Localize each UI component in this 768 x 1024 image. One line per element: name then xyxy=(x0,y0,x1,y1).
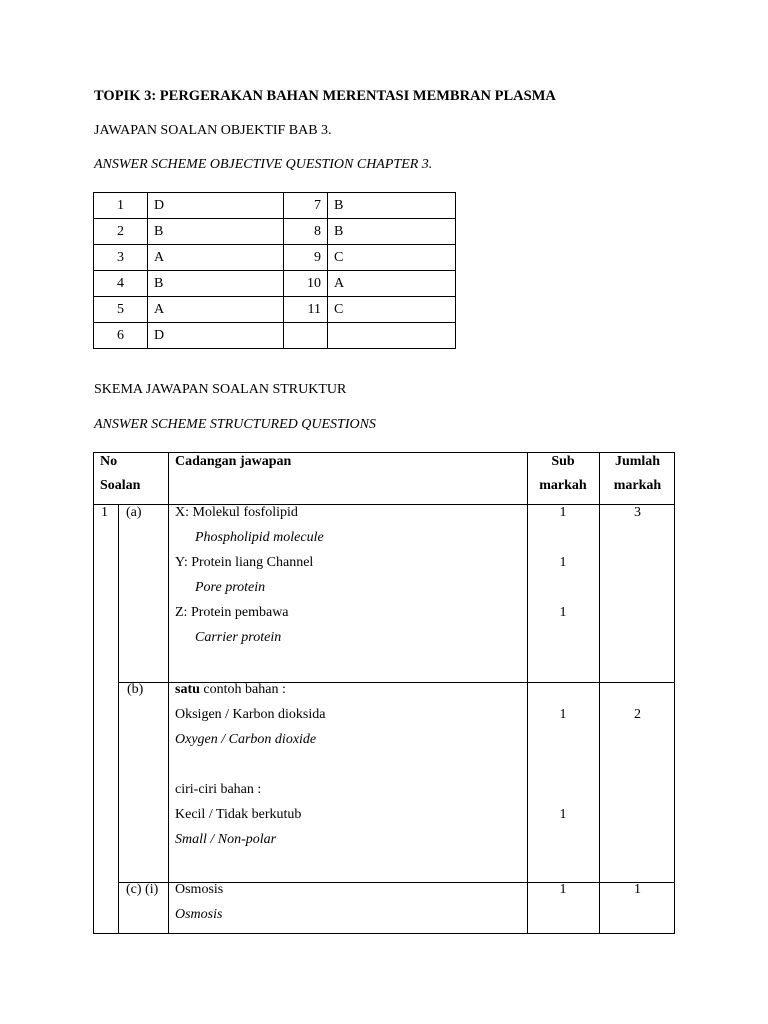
answer-letter: A xyxy=(148,245,284,271)
answer-letter: C xyxy=(328,297,456,323)
answer-c-en: Osmosis xyxy=(175,907,223,922)
answer-letter: B xyxy=(328,219,456,245)
answer-letter: A xyxy=(328,271,456,297)
question-number: 5 xyxy=(94,297,148,323)
objective-row xyxy=(94,297,456,323)
question-number: 1 xyxy=(94,193,148,219)
answer-letter: D xyxy=(148,323,284,349)
col-divider xyxy=(527,453,528,933)
question-number: 2 xyxy=(94,219,148,245)
question-number xyxy=(284,323,328,349)
page-title: TOPIK 3: PERGERAKAN BAHAN MERENTASI MEMBRAN PLASMA xyxy=(94,88,556,104)
answer-feature-en: Small / Non-polar xyxy=(175,832,277,847)
question-number: 1 xyxy=(101,505,108,520)
answer-x-en: Phospholipid molecule xyxy=(195,530,324,545)
answer-letter: B xyxy=(148,271,284,297)
answer-y-ms: Y: Protein liang Channel xyxy=(175,555,314,570)
total-mark: 3 xyxy=(634,505,641,520)
answer-z-en: Carrier protein xyxy=(195,630,282,645)
objective-answer-table xyxy=(93,192,456,349)
sub-mark: 1 xyxy=(559,505,567,520)
answer-letter: A xyxy=(148,297,284,323)
part-label-b: (b) xyxy=(127,682,144,697)
header-soalan: Soalan xyxy=(100,478,141,493)
total-mark: 1 xyxy=(634,882,641,897)
objective-row xyxy=(94,323,456,349)
question-number: 8 xyxy=(284,219,328,245)
answer-letter: C xyxy=(328,245,456,271)
col-divider xyxy=(599,453,600,933)
answer-letter xyxy=(328,323,456,349)
objective-title-ms: JAWAPAN SOALAN OBJEKTIF BAB 3. xyxy=(94,123,332,138)
answer-example-ms: Oksigen / Karbon dioksida xyxy=(175,707,326,722)
answer-letter: D xyxy=(148,193,284,219)
objective-row xyxy=(94,271,456,297)
answer-x-ms: X: Molekul fosfolipid xyxy=(175,505,298,520)
question-number: 9 xyxy=(284,245,328,271)
header-total-markah: markah xyxy=(613,478,662,493)
header-no: No xyxy=(100,454,118,469)
sub-mark: 1 xyxy=(559,605,567,620)
header-sub: Sub xyxy=(551,454,575,469)
answer-letter: B xyxy=(148,219,284,245)
question-number: 6 xyxy=(94,323,148,349)
answer-b-intro-bold: satu xyxy=(175,682,200,697)
structured-title-ms: SKEMA JAWAPAN SOALAN STRUKTUR xyxy=(94,382,347,397)
total-mark: 2 xyxy=(634,707,641,722)
header-total: Jumlah xyxy=(614,454,661,469)
question-number: 4 xyxy=(94,271,148,297)
col-divider xyxy=(118,505,119,933)
sub-mark: 1 xyxy=(559,555,567,570)
question-number: 10 xyxy=(284,271,328,297)
objective-title-en: ANSWER SCHEME OBJECTIVE QUESTION CHAPTER 3. xyxy=(94,157,433,172)
header-answer: Cadangan jawapan xyxy=(175,454,292,469)
sub-mark: 1 xyxy=(559,707,567,722)
answer-feature-label: ciri-ciri bahan : xyxy=(175,782,262,797)
structured-answer-table xyxy=(93,452,675,934)
objective-row xyxy=(94,245,456,271)
part-label-a: (a) xyxy=(126,505,142,520)
answer-b-intro-rest: contoh bahan : xyxy=(199,682,286,697)
answer-example-en: Oxygen / Carbon dioxide xyxy=(175,732,317,747)
objective-row xyxy=(94,193,456,219)
part-label-c-i: (c) (i) xyxy=(126,882,159,897)
structured-title-en: ANSWER SCHEME STRUCTURED QUESTIONS xyxy=(94,417,376,432)
answer-c-ms: Osmosis xyxy=(175,882,224,897)
answer-y-en: Pore protein xyxy=(195,580,266,595)
answer-letter: B xyxy=(328,193,456,219)
sub-mark: 1 xyxy=(559,882,567,897)
question-number: 3 xyxy=(94,245,148,271)
question-number: 11 xyxy=(284,297,328,323)
header-sub-markah: markah xyxy=(539,478,587,493)
objective-row xyxy=(94,219,456,245)
answer-z-ms: Z: Protein pembawa xyxy=(175,605,289,620)
col-divider xyxy=(168,453,169,933)
answer-b-intro xyxy=(175,682,286,698)
sub-mark: 1 xyxy=(559,807,567,822)
answer-feature-ms: Kecil / Tidak berkutub xyxy=(175,807,302,822)
question-number: 7 xyxy=(284,193,328,219)
